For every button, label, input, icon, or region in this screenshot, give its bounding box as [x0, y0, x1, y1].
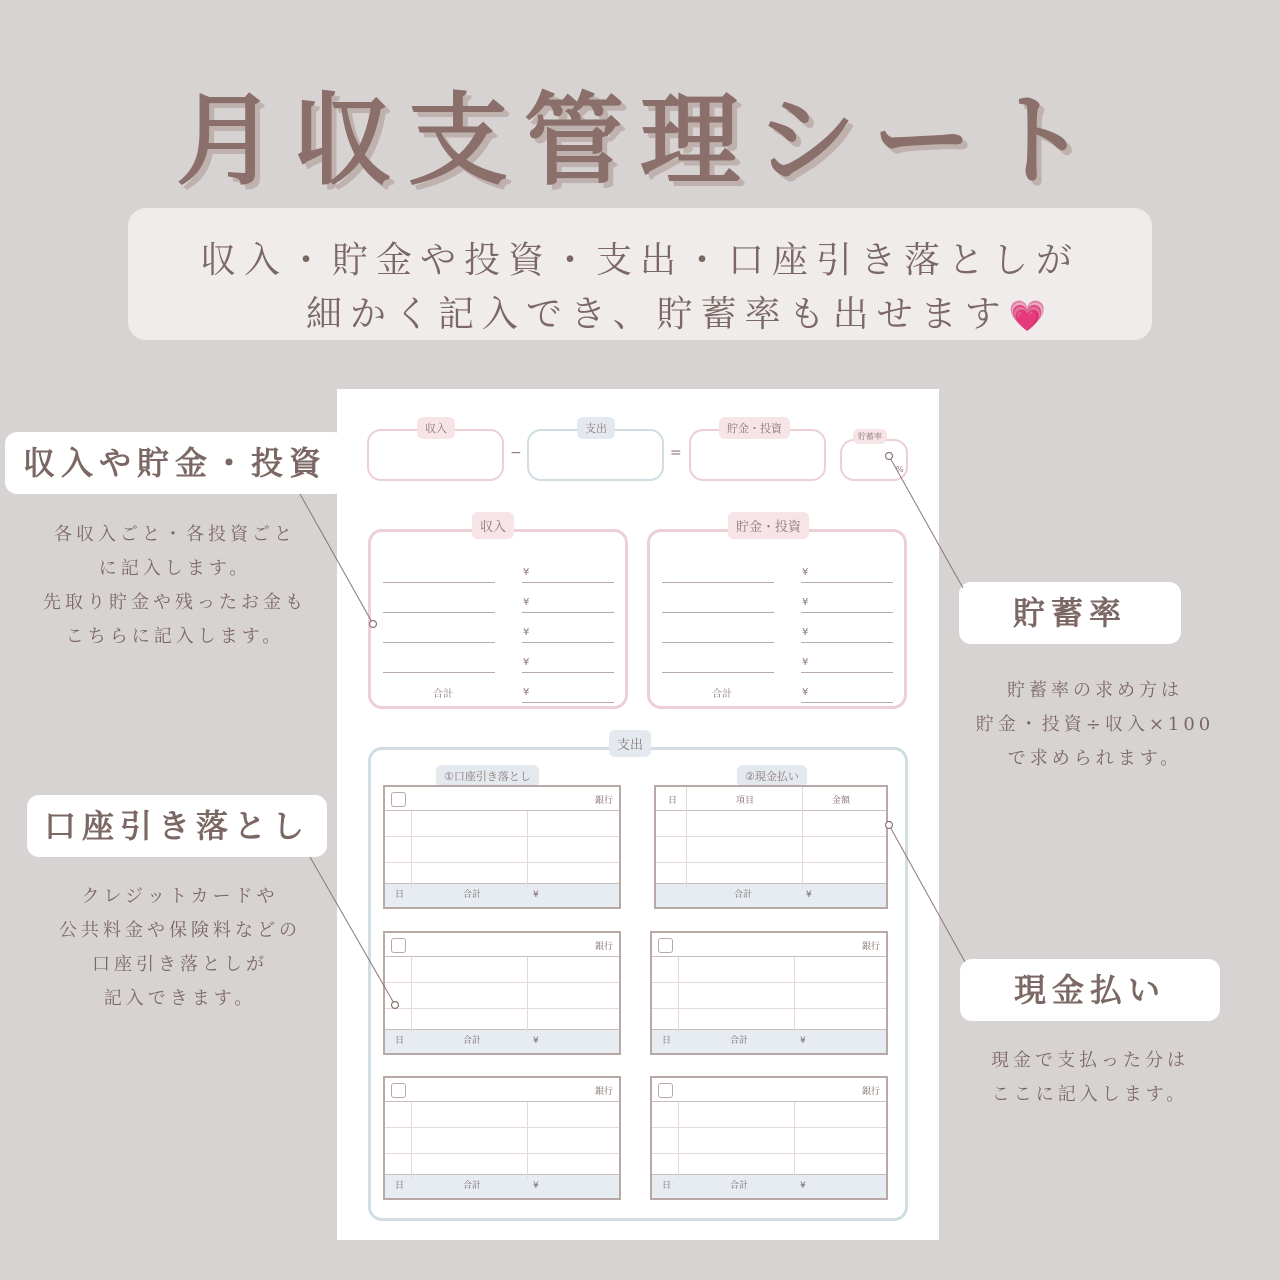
savings-yen-sign: ¥ — [802, 687, 809, 698]
table-header — [385, 933, 619, 957]
desc-line: 各収入ごと・各投資ごと — [54, 524, 296, 545]
table-col-line — [527, 811, 528, 887]
table-row-line — [652, 1008, 886, 1009]
yen-sign: ¥ — [533, 890, 539, 900]
table-footer — [385, 1174, 619, 1198]
savings-panel — [647, 529, 907, 709]
table-row-line — [385, 1127, 619, 1128]
table-footer — [385, 883, 619, 907]
cash-header-item: 項目 — [736, 796, 755, 806]
subtitle-banner — [128, 208, 1152, 340]
checkbox[interactable] — [391, 1083, 406, 1098]
income-amount-line — [522, 672, 614, 673]
income-yen-sign: ¥ — [523, 627, 530, 638]
table-row-line — [385, 1008, 619, 1009]
expense-panel-tag: 支出 — [609, 730, 651, 757]
yen-sign: ¥ — [533, 1181, 539, 1191]
callout-cash: 現金払い — [960, 959, 1220, 1021]
yen-sign: ¥ — [800, 1036, 806, 1046]
day-label: 日 — [662, 1181, 672, 1191]
savings-name-line — [662, 612, 774, 613]
bank-subtag: ①口座引き落とし — [436, 765, 539, 787]
table-col-line — [411, 1102, 412, 1178]
income-yen-sign: ¥ — [523, 687, 530, 698]
callout-bank: 口座引き落とし — [27, 795, 327, 857]
cash-subtag: ②現金払い — [737, 765, 807, 787]
savings-amount-line — [801, 582, 893, 583]
table-row-line — [652, 1153, 886, 1154]
bank-table — [650, 1076, 888, 1200]
callout-income: 収入や貯金・投資 — [5, 432, 345, 494]
desc-line: 先取り貯金や残ったお金も — [43, 592, 307, 613]
bank-table — [383, 785, 621, 909]
income-amount-line — [522, 642, 614, 643]
cash-header-day: 日 — [668, 796, 678, 806]
income-panel — [368, 529, 628, 709]
bank-table — [383, 1076, 621, 1200]
income-amount-line — [522, 702, 614, 703]
table-footer — [385, 1029, 619, 1053]
bank-label: 銀行 — [594, 796, 613, 806]
bank-table — [650, 931, 888, 1055]
table-row-line — [652, 982, 886, 983]
callout-cash-desc — [960, 1044, 1220, 1112]
equals-sign: = — [670, 445, 682, 461]
table-col-line — [794, 957, 795, 1033]
table-footer — [652, 1029, 886, 1053]
checkbox[interactable] — [658, 1083, 673, 1098]
top-income-tag: 収入 — [417, 417, 455, 439]
day-label: 日 — [395, 1036, 405, 1046]
income-name-line — [383, 642, 495, 643]
savings-yen-sign: ¥ — [802, 567, 809, 578]
savings-amount-line — [801, 612, 893, 613]
income-amount-line — [522, 612, 614, 613]
desc-line: 口座引き落としが — [92, 954, 268, 975]
day-label: 日 — [662, 1036, 672, 1046]
savings-name-line — [662, 642, 774, 643]
table-col-line — [411, 811, 412, 887]
checkbox[interactable] — [391, 938, 406, 953]
table-header — [652, 933, 886, 957]
total-label: 合計 — [463, 890, 482, 900]
savings-amount-line — [801, 672, 893, 673]
total-label: 合計 — [734, 890, 753, 900]
top-rate-tag: 貯蓄率 — [853, 429, 887, 444]
table-col-line — [527, 1102, 528, 1178]
callout-bank-desc — [20, 880, 340, 1016]
desc-line: に記入します。 — [98, 558, 252, 579]
table-col-line — [411, 957, 412, 1033]
cash-header-amount: 金額 — [832, 796, 851, 806]
desc-line: 貯蓄率の求め方は — [1007, 680, 1183, 701]
bank-table — [383, 931, 621, 1055]
income-name-line — [383, 612, 495, 613]
yen-sign: ¥ — [800, 1181, 806, 1191]
bank-label: 銀行 — [861, 1087, 880, 1097]
table-footer — [656, 883, 886, 907]
income-total-label: 合計 — [433, 689, 453, 700]
income-name-line — [383, 582, 495, 583]
callout-rate-desc — [950, 674, 1240, 776]
desc-line: クレジットカードや — [81, 886, 279, 907]
income-yen-sign: ¥ — [523, 567, 530, 578]
table-col-line — [678, 957, 679, 1033]
savings-name-line — [662, 672, 774, 673]
total-label: 合計 — [730, 1181, 749, 1191]
table-row-line — [385, 982, 619, 983]
table-row-line — [656, 836, 886, 837]
minus-sign: − — [510, 445, 522, 461]
checkbox[interactable] — [391, 792, 406, 807]
savings-amount-line — [801, 642, 893, 643]
yen-sign: ¥ — [533, 1036, 539, 1046]
table-row-line — [656, 862, 886, 863]
top-savings-tag: 貯金・投資 — [719, 417, 790, 439]
heart-icon: 💗 — [1008, 299, 1054, 334]
savings-amount-line — [801, 702, 893, 703]
table-header — [385, 787, 619, 811]
table-header — [652, 1078, 886, 1102]
callout-income-desc — [10, 518, 340, 654]
savings-panel-tag: 貯金・投資 — [728, 512, 809, 539]
day-label: 日 — [395, 890, 405, 900]
desc-line: 現金で支払った分は — [991, 1050, 1189, 1071]
savings-yen-sign: ¥ — [802, 657, 809, 668]
savings-yen-sign: ¥ — [802, 597, 809, 608]
checkbox[interactable] — [658, 938, 673, 953]
desc-line: 記入できます。 — [103, 988, 257, 1009]
table-col-line — [686, 787, 687, 887]
page-title: 月収支管理シート — [176, 81, 1104, 199]
bank-label: 銀行 — [861, 942, 880, 952]
table-footer — [652, 1174, 886, 1198]
subtitle-line-2-text: 細かく記入でき、貯蓄率も出せます — [306, 294, 1009, 335]
savings-total-label: 合計 — [712, 689, 732, 700]
desc-line: ここに記入します。 — [991, 1084, 1189, 1105]
desc-line: 公共料金や保険料などの — [59, 920, 301, 941]
top-rate-box — [840, 439, 908, 481]
bank-label: 銀行 — [594, 1087, 613, 1097]
savings-name-line — [662, 582, 774, 583]
callout-rate: 貯蓄率 — [959, 582, 1181, 644]
top-expense-tag: 支出 — [577, 417, 615, 439]
bank-label: 銀行 — [594, 942, 613, 952]
table-col-line — [527, 957, 528, 1033]
yen-sign: ¥ — [806, 890, 812, 900]
table-row-line — [385, 836, 619, 837]
total-label: 合計 — [730, 1036, 749, 1046]
table-col-line — [802, 787, 803, 887]
desc-line: 貯金・投資÷収入×100 — [975, 714, 1215, 735]
total-label: 合計 — [463, 1036, 482, 1046]
table-row-line — [652, 1127, 886, 1128]
cash-table — [654, 785, 888, 909]
income-yen-sign: ¥ — [523, 597, 530, 608]
table-col-line — [678, 1102, 679, 1178]
income-amount-line — [522, 582, 614, 583]
percent-sign: % — [896, 465, 904, 474]
sheet-preview — [337, 389, 939, 1240]
income-name-line — [383, 672, 495, 673]
subtitle-line-2 — [168, 286, 1192, 337]
subtitle-line-1: 収入・貯金や投資・支出・口座引き落としが — [199, 240, 1080, 281]
table-col-line — [794, 1102, 795, 1178]
total-label: 合計 — [463, 1181, 482, 1191]
income-yen-sign: ¥ — [523, 657, 530, 668]
day-label: 日 — [395, 1181, 405, 1191]
table-header — [385, 1078, 619, 1102]
desc-line: で求められます。 — [1007, 748, 1183, 769]
table-header — [656, 787, 886, 811]
desc-line: こちらに記入します。 — [65, 626, 285, 647]
table-row-line — [385, 862, 619, 863]
table-row-line — [385, 1153, 619, 1154]
income-panel-tag: 収入 — [472, 512, 514, 539]
savings-yen-sign: ¥ — [802, 627, 809, 638]
